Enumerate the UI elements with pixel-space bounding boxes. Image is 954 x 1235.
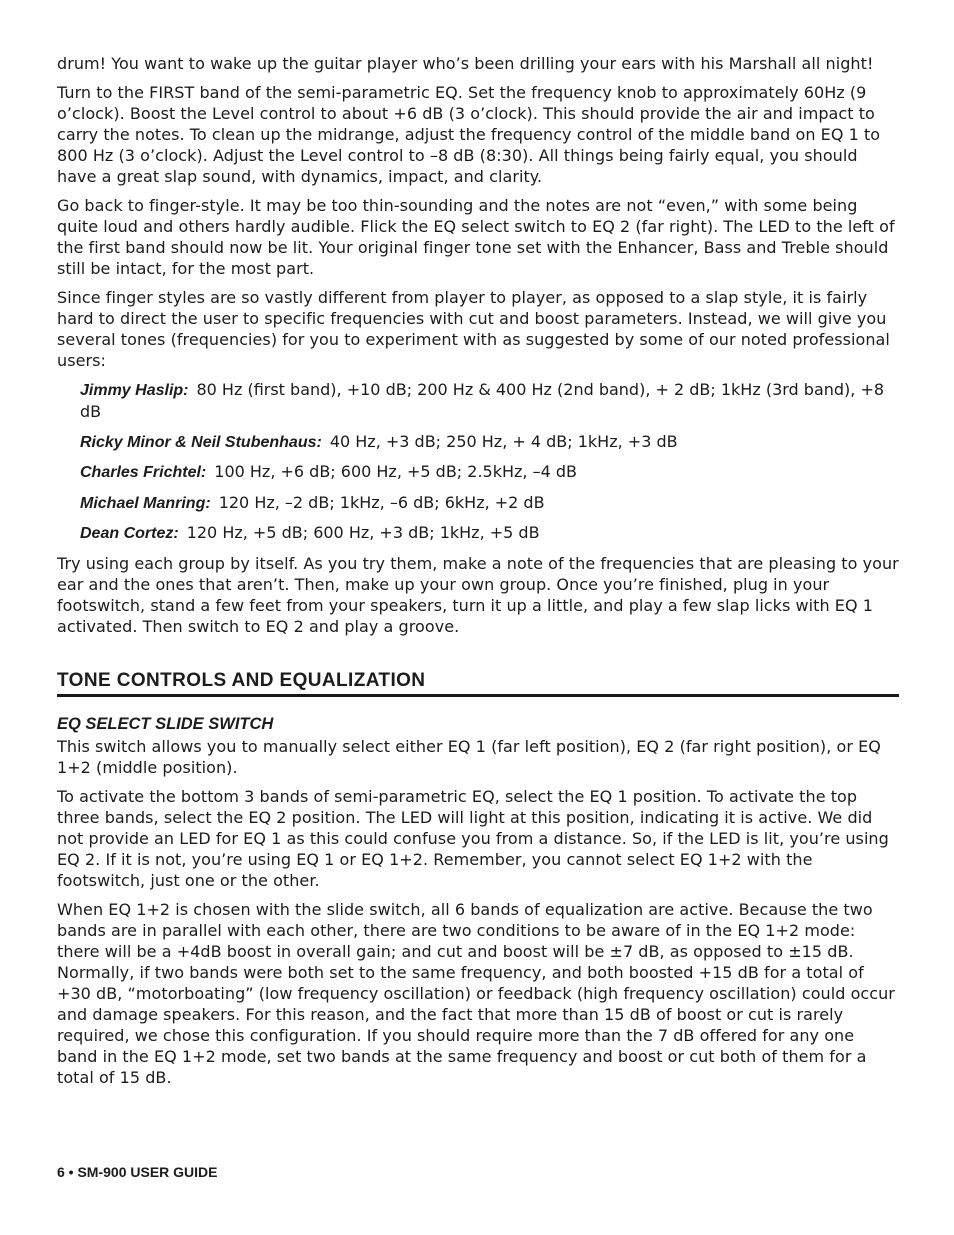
section-heading: TONE CONTROLS AND EQUALIZATION xyxy=(57,668,899,697)
body-paragraph: Try using each group by itself. As you try them, make a note of the frequencies that are pleasing to your ear and the ones that aren’t. Then, make up your own group. Once you’re finished, plug in your footswitch, stand a few feet from your speakers, turn it up a little, and play a few slap licks with EQ 1 activated. Then switch to EQ 2 and play a groove. xyxy=(57,553,899,636)
subsection-heading: EQ SELECT SLIDE SWITCH xyxy=(57,714,274,733)
eq-setting-values: 80 Hz (first band), +10 dB; 200 Hz & 400 Hz (2nd band), + 2 dB; 1kHz (3rd band), +8 dB xyxy=(80,380,885,421)
body-paragraph: drum! You want to wake up the guitar player who’s been drilling your ears with his Marshall all night! xyxy=(57,54,874,73)
page-content xyxy=(57,53,899,1096)
eq-setting-entry xyxy=(80,492,899,514)
artist-name: Ricky Minor & Neil Stubenhaus: xyxy=(80,433,322,451)
eq-setting-values: 120 Hz, +5 dB; 600 Hz, +3 dB; 1kHz, +5 dB xyxy=(186,523,540,542)
eq-setting-entry xyxy=(80,522,899,544)
eq-setting-entry xyxy=(80,461,899,483)
body-paragraph: This switch allows you to manually select either EQ 1 (far left position), EQ 2 (far right position), or EQ 1+2 (middle position). xyxy=(57,736,881,777)
artist-name: Michael Manring: xyxy=(80,494,211,512)
body-paragraph: Since finger styles are so vastly different from player to player, as opposed to a slap style, it is fairly hard to direct the user to specific frequencies with cut and boost parameters. Instead, we will give you several tones (frequencies) for you to experiment with as suggested by some of our noted professional users: xyxy=(57,288,890,370)
body-paragraph: Turn to the FIRST band of the semi-parametric EQ. Set the frequency knob to approximately 60Hz (9 o’clock). Boost the Level control to about +6 dB (3 o’clock). This should provide the air and impact to carry the notes. To clean up the midrange, adjust the frequency control of the middle band on EQ 1 to 800 Hz (3 o’clock). Adjust the Level control to –8 dB (8:30). All things being fairly equal, you should have a great slap sound, with dynamics, impact, and clarity. xyxy=(57,83,881,186)
artist-name: Charles Frichtel: xyxy=(80,464,207,481)
page-footer: 6 • SM-900 USER GUIDE xyxy=(57,1164,218,1180)
artist-name: Dean Cortez: xyxy=(80,525,179,542)
eq-setting-entry xyxy=(80,431,899,453)
eq-setting-values: 100 Hz, +6 dB; 600 Hz, +5 dB; 2.5kHz, –4 dB xyxy=(214,462,577,481)
body-paragraph: To activate the bottom 3 bands of semi-parametric EQ, select the EQ 1 position. To activate the top three bands, select the EQ 2 position. The LED will light at this position, indicating it is active. We did not provide an LED for EQ 1 as this could confuse you from a distance. So, if the LED is lit, you’re using EQ 2. If it is not, you’re using EQ 1 or EQ 1+2. Remember, you cannot select EQ 1+2 with the footswitch, just one or the other. xyxy=(57,786,889,890)
eq-setting-values: 40 Hz, +3 dB; 250 Hz, + 4 dB; 1kHz, +3 dB xyxy=(329,431,678,451)
eq-setting-values: 120 Hz, –2 dB; 1kHz, –6 dB; 6kHz, +2 dB xyxy=(218,492,545,512)
eq-setting-entry xyxy=(80,379,899,422)
artist-name: Jimmy Haslip: xyxy=(80,382,189,399)
body-paragraph: When EQ 1+2 is chosen with the slide switch, all 6 bands of equalization are active. Because the two bands are in parallel with each other, there are two conditions to be aware of in the EQ 1+2 mode: there will be a +4dB boost in overall gain; and cut and boost will be ±7 dB, as opposed to ±15 dB. Normally, if two bands were both set to the same frequency, and both boosted +15 dB for a total of +30 dB, “motorboating” (low frequency oscillation) or feedback (high frequency oscillation) could occur and damage speakers. For this reason, and the fact that more than 15 dB of boost or cut is rarely required, we chose this configuration. If you should require more than the 7 dB offered for any one band in the EQ 1+2 mode, set two bands at the same frequency and boost or cut both of them for a total of 15 dB. xyxy=(57,899,895,1087)
body-paragraph: Go back to finger-style. It may be too thin-sounding and the notes are not “even,” with some being quite loud and others hardly audible. Flick the EQ select switch to EQ 2 (far right). The LED to the left of the first band should now be lit. Your original finger tone set with the Enhancer, Bass and Treble should still be intact, for the most part. xyxy=(57,196,895,278)
